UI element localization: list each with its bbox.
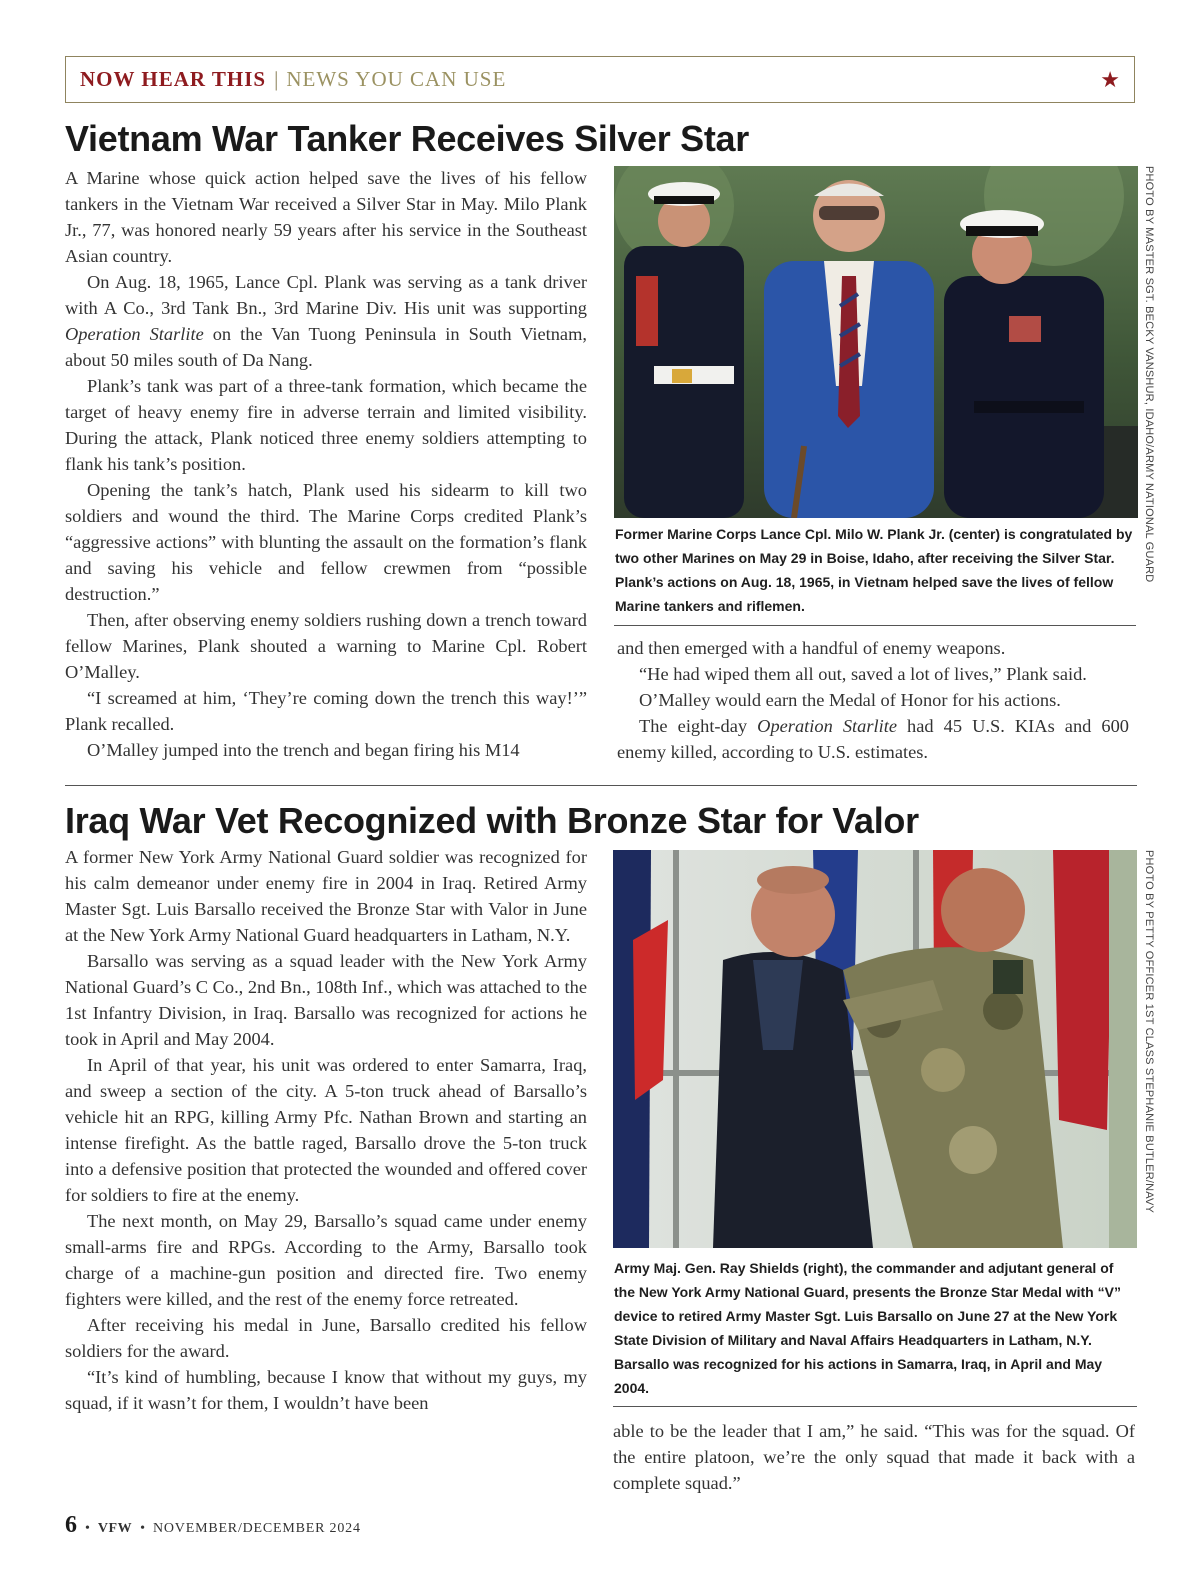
article2-left-column [65, 844, 587, 1416]
article1-paragraph: Opening the tank’s hatch, Plank used his sidearm to kill two soldiers and wound the third. The Marine Corps credited Plank’s “aggressive actions” with blunting the assault on the formation’s flank and saving his vehicle and fellow crewmen from “possible destruction.” [65, 480, 587, 604]
star-icon: ★ [1100, 66, 1120, 92]
article2-paragraph: The next month, on May 29, Barsallo’s squad came under enemy small-arms fire and RPGs. According to the Army, Barsallo took charge of a machine-gun position and directed fire. Two enemy fighters were killed, and the rest of the enemy force retreated. [65, 1211, 587, 1309]
caption-divider [613, 1406, 1137, 1407]
article2-paragraph: After receiving his medal in June, Barsallo credited his fellow soldiers for the award. [65, 1315, 587, 1361]
article1-paragraph: “I screamed at him, ‘They’re coming down the trench this way!’” Plank recalled. [65, 688, 587, 734]
article1-right-column [617, 635, 1129, 765]
footer-bullet: • [85, 1521, 90, 1536]
section-header [65, 56, 1135, 103]
article2-paragraph: Barsallo was serving as a squad leader with the New York Army National Guard’s C Co., 2nd Bn., 108th Inf., which was attached to the 1st Infantry Division, in Iraq. Barsallo was recognized for actions he took in April and May 2004. [65, 951, 587, 1049]
article-divider [65, 785, 1137, 786]
article2-headline: Iraq War Vet Recognized with Bronze Star for Valor [65, 800, 919, 841]
article2-paragraph: A former New York Army National Guard soldier was recognized for his calm demeanor under enemy fire in 2004 in Iraq. Retired Army Master Sgt. Luis Barsallo received the Bronze Star with Valor in June at the New York Army National Guard headquarters in Latham, N.Y. [65, 847, 587, 945]
article2-right-column [613, 1418, 1135, 1496]
article1-paragraph: and then emerged with a handful of enemy weapons. [617, 638, 1006, 658]
magazine-name: VFW [97, 1521, 133, 1536]
section-title: NOW HEAR THIS [80, 67, 267, 91]
operation-name: Operation Starlite [757, 716, 897, 736]
article1-paragraph: Then, after observing enemy soldiers rushing down a trench toward fellow Marines, Plank shouted a warning to Marine Cpl. Robert O’Malley. [65, 610, 587, 682]
article1-paragraph: “He had wiped them all out, saved a lot of lives,” Plank said. [639, 664, 1087, 684]
header-separator: | [274, 67, 279, 91]
operation-name: Operation Starlite [65, 324, 204, 344]
caption-divider [614, 625, 1136, 626]
page-footer [65, 1512, 361, 1539]
article2-paragraph: “It’s kind of humbling, because I know that without my guys, my squad, if it wasn’t for them, I wouldn’t have been [65, 1367, 587, 1413]
article2-paragraph: In April of that year, his unit was ordered to enter Samarra, Iraq, and sweep a section of the city. A 5-ton truck ahead of Barsallo’s vehicle hit an RPG, killing Army Pfc. Nathan Brown and starting an intense firefight. As the battle raged, Barsallo drove the 5-ton truck into a defensive position that protected the wounded and offered cover for soldiers to fire at the enemy. [65, 1055, 587, 1205]
page-number: 6 [65, 1512, 77, 1538]
article1-paragraph: O’Malley would earn the Medal of Honor for his actions. [639, 690, 1061, 710]
article1-paragraph: The eight-day Operation Starlite had 45 U.S. KIAs and 600 enemy killed, according to U.S. estimates. [617, 716, 1129, 762]
article1-photo [614, 166, 1138, 518]
article1-paragraph: Plank’s tank was part of a three-tank formation, which became the target of heavy enemy fire in adverse terrain and limited visibility. During the attack, Plank noticed three enemy soldiers attempting to flank his tank’s position. [65, 376, 587, 474]
article2-photo [613, 850, 1137, 1248]
article1-headline: Vietnam War Tanker Receives Silver Star [65, 118, 749, 159]
article2-photo-caption: Army Maj. Gen. Ray Shields (right), the commander and adjutant general of the New York Army National Guard, presents the Bronze Star Medal with “V” device to retired Army Master Sgt. Luis Barsallo on June 27 at the New York State Division of Military and Naval Affairs Headquarters in Latham, N.Y. Barsallo was recognized for his actions in Samarra, Iraq, in April and May 2004. [614, 1260, 1121, 1396]
article2-photo-credit: PHOTO BY PETTY OFFICER 1ST CLASS STEPHANIE BUTLER/NAVY [1143, 850, 1155, 1214]
article2-paragraph: able to be the leader that I am,” he said. “This was for the squad. Of the entire platoon, we’re the only squad that made it back with a complete squad.” [613, 1421, 1135, 1493]
article1-paragraph: A Marine whose quick action helped save the lives of his fellow tankers in the Vietnam War received a Silver Star in May. Milo Plank Jr., 77, was honored nearly 59 years after his service in the Southeast Asian country. [65, 168, 587, 266]
footer-bullet: • [140, 1521, 145, 1536]
article1-photo-credit: PHOTO BY MASTER SGT. BECKY VANSHUR, IDAHO/ARMY NATIONAL GUARD [1143, 166, 1155, 583]
article1-photo-caption: Former Marine Corps Lance Cpl. Milo W. Plank Jr. (center) is congratulated by two other Marines on May 29 in Boise, Idaho, after receiving the Silver Star. Plank’s actions on Aug. 18, 1965, in Vietnam helped save the lives of fellow Marine tankers and riflemen. [615, 526, 1133, 614]
article1-left-column [65, 165, 587, 763]
section-subtitle: NEWS YOU CAN USE [286, 67, 507, 91]
article1-paragraph: O’Malley jumped into the trench and began firing his M14 [87, 740, 520, 760]
issue-date: NOVEMBER/DECEMBER 2024 [152, 1521, 361, 1536]
article1-paragraph: On Aug. 18, 1965, Lance Cpl. Plank was serving as a tank driver with A Co., 3rd Tank Bn., 3rd Marine Div. His unit was supporting Operation Starlite on the Van Tuong Peninsula in South Vietnam, about 50 miles south of Da Nang. [65, 272, 587, 370]
